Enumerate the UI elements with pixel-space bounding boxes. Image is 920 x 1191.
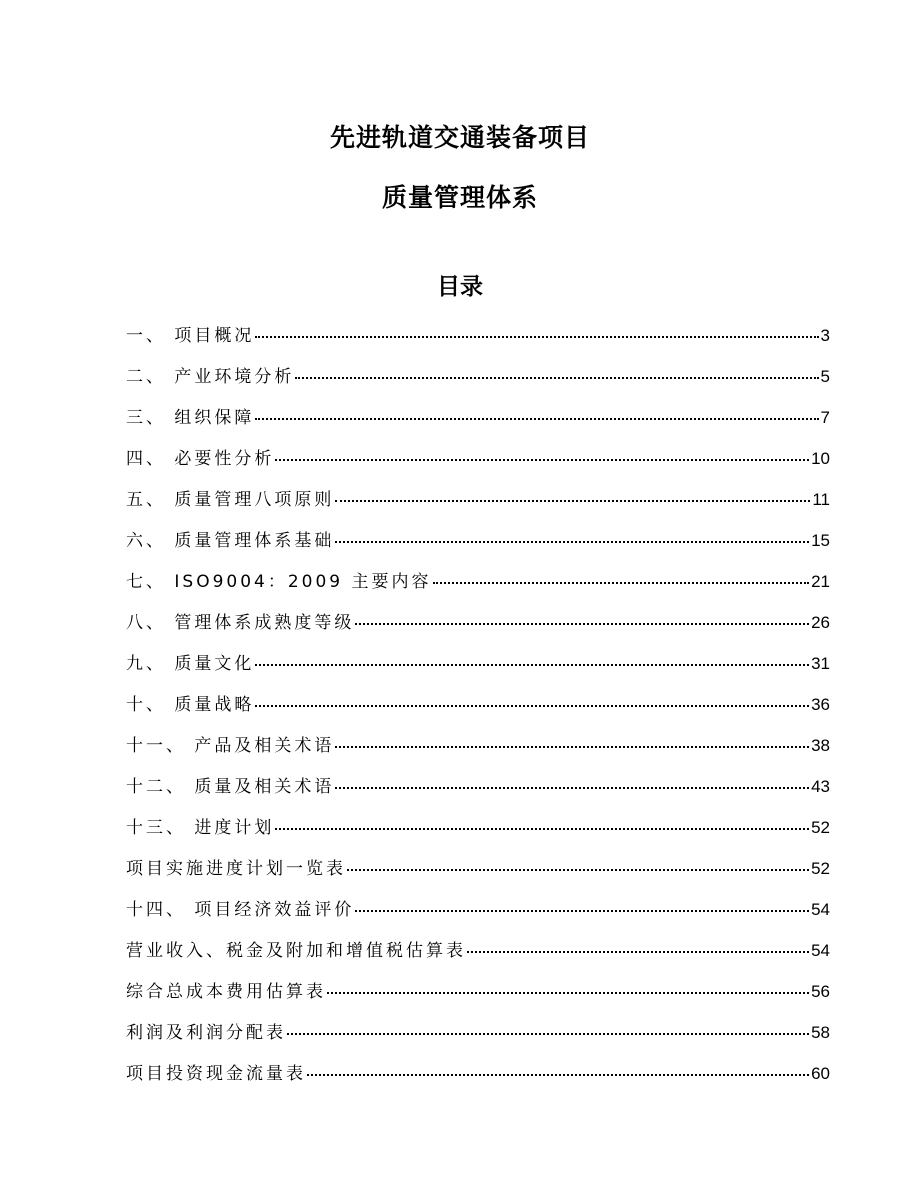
- toc-entry-4[interactable]: [126, 445, 830, 486]
- toc-entry-label: 三、 组织保障: [126, 408, 255, 428]
- toc-page-number: 21: [811, 572, 830, 591]
- toc-entry-13[interactable]: [126, 814, 830, 855]
- toc-entry-17[interactable]: [126, 978, 830, 1019]
- toc-entry-label: 十二、 质量及相关术语: [126, 777, 335, 797]
- toc-dot-leader: [255, 704, 809, 707]
- toc-page-number: 26: [811, 613, 830, 632]
- toc-entry-label: 十一、 产品及相关术语: [126, 736, 335, 756]
- toc-dot-leader: [335, 786, 809, 789]
- toc-entry-11[interactable]: [126, 732, 830, 773]
- toc-entry-19[interactable]: [126, 1060, 830, 1101]
- toc-page-number: 11: [812, 490, 830, 509]
- toc-dot-leader: [275, 827, 809, 830]
- toc-entry-10[interactable]: [126, 691, 830, 732]
- toc-entry-label: 六、 质量管理体系基础: [126, 531, 335, 551]
- toc-page-number: 58: [811, 1023, 830, 1042]
- toc-entry-2[interactable]: [126, 363, 830, 404]
- toc-dot-leader: [255, 335, 818, 338]
- toc-page-number: 54: [811, 900, 830, 919]
- toc-dot-leader: [275, 458, 809, 461]
- toc-dot-leader: [255, 417, 818, 420]
- toc-dot-leader: [295, 376, 818, 379]
- toc-dot-leader: [307, 1073, 809, 1076]
- toc-dot-leader: [335, 540, 809, 543]
- toc-dot-leader: [255, 663, 809, 666]
- toc-entry-6[interactable]: [126, 527, 830, 568]
- document-title: 先进轨道交通装备项目: [329, 123, 590, 152]
- toc-dot-leader: [287, 1032, 809, 1035]
- toc-dot-leader: [355, 909, 809, 912]
- toc-dot-leader: [335, 499, 810, 502]
- toc-entry-label: 项目实施进度计划一览表: [126, 859, 346, 879]
- toc-page-number: 15: [811, 531, 830, 550]
- toc-entry-9[interactable]: [126, 650, 830, 691]
- toc-page-number: 60: [811, 1064, 830, 1083]
- toc-entry-label: 项目投资现金流量表: [126, 1064, 306, 1084]
- toc-dot-leader: [335, 745, 809, 748]
- toc-entry-12[interactable]: [126, 773, 830, 814]
- toc-dot-leader: [467, 950, 809, 953]
- toc-entry-14[interactable]: [126, 855, 830, 896]
- toc-page-number: 56: [811, 982, 830, 1001]
- toc-entry-label: 十三、 进度计划: [126, 818, 275, 838]
- toc-page-number: 52: [811, 859, 830, 878]
- toc-entry-label: 综合总成本费用估算表: [126, 982, 326, 1002]
- toc-dot-leader: [347, 868, 809, 871]
- toc-entry-label: 四、 必要性分析: [126, 449, 275, 469]
- toc-page-number: 54: [811, 941, 830, 960]
- toc-entry-1[interactable]: [126, 322, 830, 363]
- toc-entry-15[interactable]: [126, 896, 830, 937]
- toc-entry-label: 二、 产业环境分析: [126, 367, 295, 387]
- toc-entry-5[interactable]: [126, 486, 830, 527]
- toc-page-number: 43: [811, 777, 830, 796]
- document-subtitle: 质量管理体系: [381, 183, 538, 212]
- toc-page-number: 3: [820, 326, 830, 345]
- toc-page-number: 36: [811, 695, 830, 714]
- toc-heading: 目录: [437, 274, 483, 300]
- toc-entry-label: 营业收入、税金及附加和增值税估算表: [126, 941, 466, 961]
- toc-page-number: 52: [811, 818, 830, 837]
- toc-dot-leader: [355, 622, 809, 625]
- toc-entry-label: 一、 项目概况: [126, 326, 255, 346]
- toc-page-number: 38: [811, 736, 830, 755]
- toc-dot-leader: [327, 991, 809, 994]
- toc-entry-18[interactable]: [126, 1019, 830, 1060]
- toc-entry-7[interactable]: [126, 568, 830, 609]
- toc-entry-label: 九、 质量文化: [126, 654, 255, 674]
- toc-page-number: 7: [820, 408, 830, 427]
- toc-entry-label: 五、 质量管理八项原则: [126, 490, 335, 510]
- table-of-contents: [126, 322, 830, 1101]
- toc-entry-8[interactable]: [126, 609, 830, 650]
- toc-entry-label: 八、 管理体系成熟度等级: [126, 613, 355, 633]
- toc-page-number: 5: [820, 367, 830, 386]
- toc-entry-3[interactable]: [126, 404, 830, 445]
- toc-entry-16[interactable]: [126, 937, 830, 978]
- toc-entry-label: 十四、 项目经济效益评价: [126, 900, 355, 920]
- toc-page-number: 10: [811, 449, 830, 468]
- toc-dot-leader: [433, 581, 810, 584]
- toc-entry-label: 七、 ISO9004：2009 主要内容: [126, 572, 432, 592]
- toc-entry-label: 利润及利润分配表: [126, 1023, 286, 1043]
- toc-page-number: 31: [811, 654, 830, 673]
- toc-entry-label: 十、 质量战略: [126, 695, 255, 715]
